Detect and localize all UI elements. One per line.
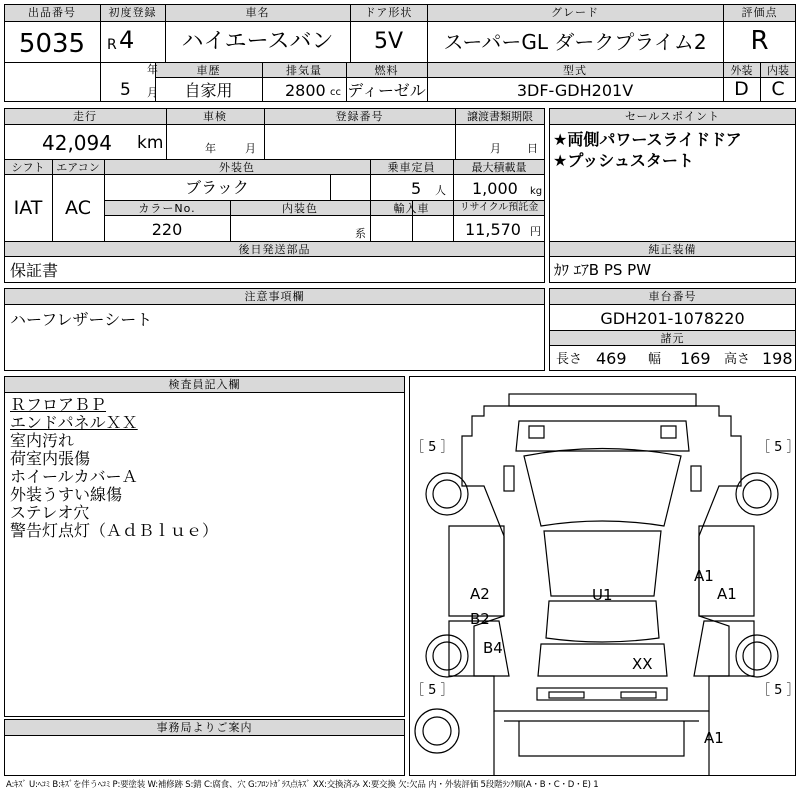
damage-mark: B2 xyxy=(470,610,490,628)
history-label: 車歴 xyxy=(196,64,221,77)
fuel-value: ディーゼル xyxy=(347,81,426,100)
fuel-label: 燃料 xyxy=(374,64,399,77)
recycle-value: 11,570 xyxy=(465,220,521,239)
first-reg-year: 4 xyxy=(119,26,135,54)
lot-label: 出品番号 xyxy=(28,6,76,19)
office-notice-label: 事務局よりご案内 xyxy=(156,721,253,734)
model-code: 3DF-GDH201V xyxy=(516,81,634,100)
door-type: 5V xyxy=(373,29,404,54)
max-load-unit: kg xyxy=(530,186,543,197)
first-reg-year-unit: 年 xyxy=(147,63,158,76)
inspection-label: 車検 xyxy=(203,110,227,123)
chassis-value: GDH201-1078220 xyxy=(600,309,745,328)
sales-point-1: ★両側パワースライドドア xyxy=(553,130,742,149)
tire-mark-rear-left: ［ 5 ］ xyxy=(411,683,454,698)
import-label: 輸入車 xyxy=(393,202,430,215)
interior-grade: C xyxy=(771,78,785,100)
history-value: 自家用 xyxy=(184,81,233,100)
later-parts-label: 後日発送部品 xyxy=(238,243,311,256)
mileage-label: 走行 xyxy=(73,110,97,123)
legend: A:ｷｽﾞ U:ﾍｺﾐ B:ｷｽﾞを伴うﾍｺﾐ P:要塗装 W:補修跡 S:錆 C:腐食、穴 G:ﾌﾛﾝﾄｶﾞﾗｽ点ｷｽﾞ XX:交換済み X:要交換 欠:欠品 内・外装評価 5段階ﾗﾝｸ順(A・B・C・D・E) 1 xyxy=(6,780,599,790)
damage-mark: A2 xyxy=(470,585,490,603)
shift-label: シフト xyxy=(11,161,45,174)
damage-mark: A1 xyxy=(717,585,737,603)
car-name: ハイエースバン xyxy=(181,29,334,54)
sales-point-2: ★プッシュスタート xyxy=(553,151,694,170)
inspector-item: 警告灯点灯（ＡｄＢｌｕｅ） xyxy=(10,521,219,540)
genuine-equipment-label: 純正装備 xyxy=(648,243,697,256)
color-no-label: カラーNo. xyxy=(138,202,196,215)
first-reg-label: 初度登録 xyxy=(108,6,157,19)
color-no-value: 220 xyxy=(151,220,183,239)
reg-number-label: 登録番号 xyxy=(335,110,384,123)
interior-grade-label: 内装 xyxy=(767,64,789,77)
length-label: 長さ xyxy=(556,352,583,367)
width-value: 169 xyxy=(680,349,711,368)
ext-color-label: 外装色 xyxy=(219,161,255,174)
door-label: ドア形状 xyxy=(364,6,413,19)
sales-points-label: セールスポイント xyxy=(624,110,720,123)
exterior-grade-label: 外装 xyxy=(730,64,753,77)
int-color-unit: 系 xyxy=(355,227,366,240)
recycle-unit: 円 xyxy=(530,225,541,238)
notes-value: ハーフレザーシート xyxy=(10,310,153,329)
grade-label: グレード xyxy=(551,6,599,19)
inspector-item: エンドパネルＸＸ xyxy=(10,413,138,432)
car-name-label: 車名 xyxy=(245,6,270,19)
ext-color-value: ブラック xyxy=(185,178,249,197)
damage-mark: A1 xyxy=(704,729,724,747)
mileage-value: 42,094 xyxy=(42,131,112,155)
transfer-month-unit: 月 xyxy=(490,142,501,155)
inspection-month-unit: 月 xyxy=(245,142,256,155)
inspector-item: ステレオ穴 xyxy=(10,503,90,522)
specs-label: 諸元 xyxy=(660,332,685,345)
inspector-label: 検査員記入欄 xyxy=(168,378,241,391)
car-diagram-drawing xyxy=(409,376,796,776)
exterior-grade: D xyxy=(734,78,749,100)
ac-label: エアコン xyxy=(56,161,100,174)
shift-value: IAT xyxy=(13,197,43,219)
score-label: 評価点 xyxy=(741,6,778,19)
width-label: 幅 xyxy=(648,352,662,367)
inspection-year-unit: 年 xyxy=(205,142,216,155)
later-parts-value: 保証書 xyxy=(10,261,59,280)
displacement-unit: cc xyxy=(330,87,341,98)
capacity-label: 乗車定員 xyxy=(387,161,436,174)
inspector-item: ＲフロアＢＰ xyxy=(10,395,107,414)
tire-mark-front-right: ［ 5 ］ xyxy=(757,440,800,455)
first-reg-era: R xyxy=(107,37,117,53)
capacity-unit: 人 xyxy=(435,184,446,197)
length-value: 469 xyxy=(596,349,627,368)
capacity-value: 5 xyxy=(411,179,422,198)
height-label: 高さ xyxy=(724,352,751,367)
damage-mark: B4 xyxy=(483,639,503,657)
damage-mark: XX xyxy=(632,655,653,673)
damage-mark: A1 xyxy=(694,567,714,585)
recycle-label: リサイクル預託金 xyxy=(459,202,539,213)
inspector-item: 室内汚れ xyxy=(10,431,75,450)
first-reg-month-unit: 月 xyxy=(147,86,158,99)
max-load-value: 1,000 xyxy=(472,179,518,198)
chassis-label: 車台番号 xyxy=(648,290,697,303)
inspector-item: 外装うすい線傷 xyxy=(10,485,123,504)
displacement-value: 2800 xyxy=(285,81,326,100)
lot-number: 5035 xyxy=(18,29,86,59)
genuine-equipment-value: ｶﾜ ｴｱB PS PW xyxy=(554,261,652,279)
inspector-item: ホイールカバーＡ xyxy=(10,467,138,486)
transfer-deadline-label: 譲渡書類期限 xyxy=(467,110,533,123)
damage-mark: U1 xyxy=(592,586,613,604)
int-color-label: 内装色 xyxy=(282,202,318,215)
tire-mark-front-left: ［ 5 ］ xyxy=(411,440,454,455)
score-value: R xyxy=(750,26,769,56)
notes-label: 注意事項欄 xyxy=(244,290,305,303)
tire-mark-rear-right: ［ 5 ］ xyxy=(757,683,800,698)
model-code-label: 型式 xyxy=(563,64,587,77)
first-reg-month: 5 xyxy=(120,80,131,100)
displacement-label: 排気量 xyxy=(286,64,322,77)
max-load-label: 最大積載量 xyxy=(471,161,527,174)
inspector-item: 荷室内張傷 xyxy=(10,449,91,468)
grade-value: スーパーGL ダークプライム2 xyxy=(443,30,707,54)
height-value: 198 xyxy=(762,349,793,368)
mileage-unit: km xyxy=(137,133,164,153)
transfer-day-unit: 日 xyxy=(527,142,538,155)
ac-value: AC xyxy=(65,197,91,219)
